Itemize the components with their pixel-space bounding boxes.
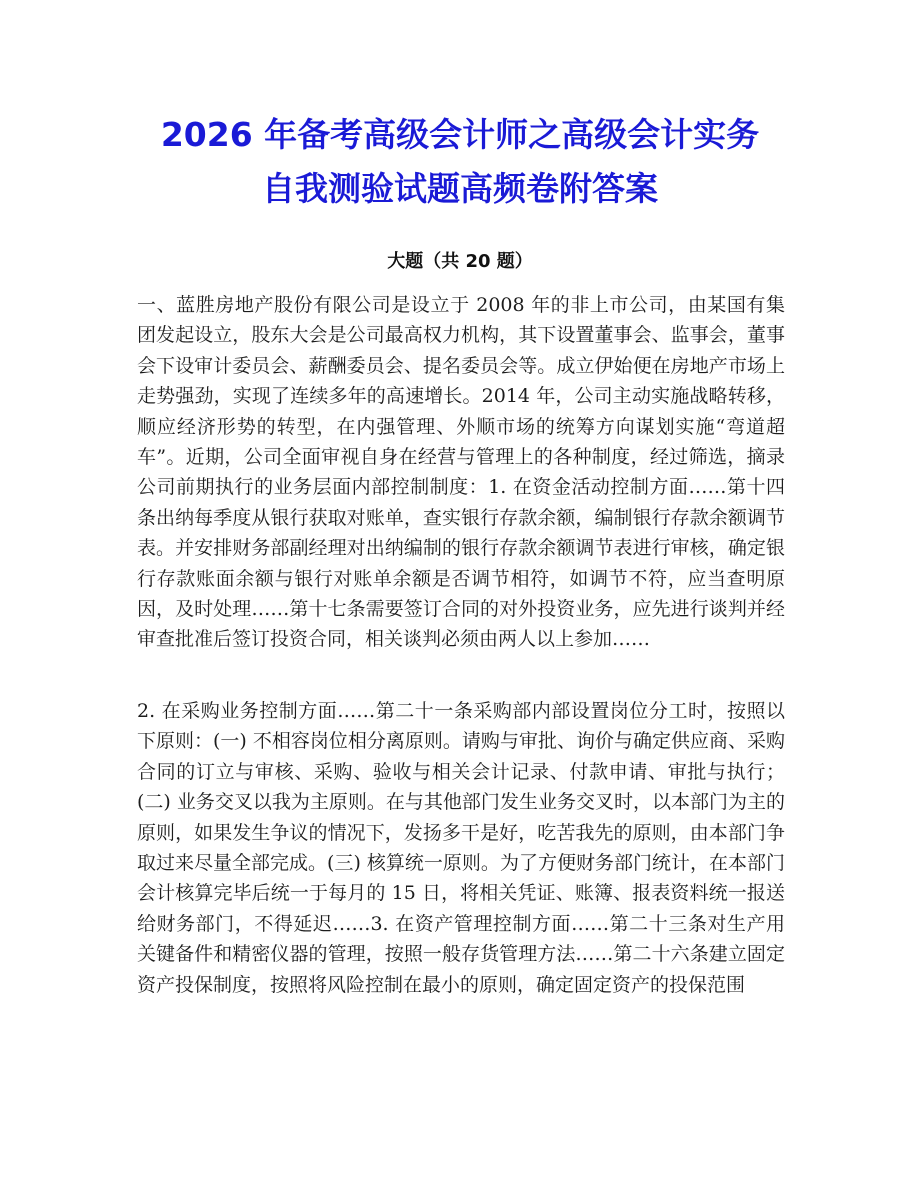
question-paragraph: 一、蓝胜房地产股份有限公司是设立于 2008 年的非上市公司，由某国有集团发起设立，股东大会是公司最高权力机构，其下设置董事会、监事会，董事会下设审计委员会、薪酬委员会、提名委员会等。成立伊始便在房地产市场上走势强劲，实现了连续多年的高速增长。2014 年，公司主动实施战略转移，顺应经济形势的转型，在内强管理、外顺市场的统筹方向谋划实施“弯道超车”。近期，公司全面审视自身在经营与管理上的各种制度，经过筛选，摘录公司前期执行的业务层面内部控制制度：1. 在资金活动控制方面……第十四条出纳每季度从银行获取对账单，查实银行存款余额，编制银行存款余额调节表。并安排财务部副经理对出纳编制的银行存款余额调节表进行审核，确定银行存款账面余额与银行对账单余额是否调节相符，如调节不符，应当查明原因，及时处理……第十七条需要签订合同的对外投资业务，应先进行谈判并经审查批准后签订投资合同，相关谈判必须由两人以上参加……	[137, 294, 785, 651]
document-title-line-2: 自我测验试题高频卷附答案	[262, 169, 658, 208]
question-paragraph: 2. 在采购业务控制方面……第二十一条采购部内部设置岗位分工时，按照以下原则：(一) 不相容岗位相分离原则。请购与审批、询价与确定供应商、采购合同的订立与审核、采购、验收与相关会计记录、付款申请、审批与执行；(二) 业务交叉以我为主原则。在与其他部门发生业务交叉时，以本部门为主的原则，如果发生争议的情况下，发扬多干是好，吃苦我先的原则，由本部门争取过来尽量全部完成。(三) 核算统一原则。为了方便财务部门统计，在本部门会计核算完毕后统一于每月的 15 日，将相关凭证、账簿、报表资料统一报送给财务部门，不得延迟……3. 在资产管理控制方面……第二十三条对生产用关键备件和精密仪器的管理，按照一般存货管理方法……第二十六条建立固定资产投保制度，按照将风险控制在最小的原则，确定固定资产的投保范围	[137, 700, 785, 996]
section-heading: 大题（共 20 题）	[387, 251, 533, 272]
document-title-line-1: 2026 年备考高级会计师之高级会计实务	[160, 115, 760, 154]
document-title	[60, 108, 860, 216]
